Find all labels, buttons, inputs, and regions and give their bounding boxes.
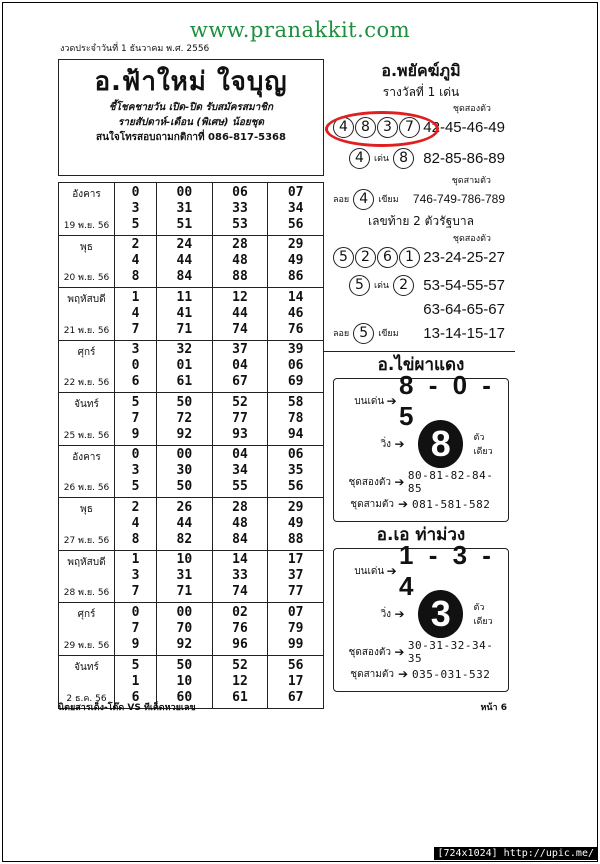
number-cell: 2 <box>131 237 140 253</box>
number-cell: 29 <box>287 237 304 253</box>
number-cell: 94 <box>287 426 304 442</box>
number-cell: 6 <box>131 689 140 705</box>
number-cell: 06 <box>287 447 304 463</box>
number-column <box>115 236 157 288</box>
number-column <box>213 551 269 603</box>
number-column <box>115 393 157 445</box>
day-name: จันทร์ <box>74 661 99 673</box>
section-title-p1: อ.พยัคฆ์ภูมิ <box>381 61 461 80</box>
circled-digits-b <box>333 247 420 268</box>
number-cell: 49 <box>287 515 304 531</box>
day-cell <box>59 498 115 550</box>
number-cell: 28 <box>232 237 248 253</box>
arrow-right-icon: ➔ <box>397 667 409 681</box>
circle-digit: 5 <box>349 275 370 296</box>
number-cell: 52 <box>232 657 248 673</box>
number-cell: 60 <box>176 689 193 705</box>
three-set: 035-031-532 <box>412 667 491 681</box>
number-cell: 14 <box>232 552 248 568</box>
day-date: 27 พ.ย. 56 <box>63 535 110 546</box>
circle-digit: 5 <box>333 247 354 268</box>
circle-digit: 6 <box>377 247 398 268</box>
footer-left: นิตยสารเด็ง-โต๊ด VS ทีเด็ดหวยเลข <box>58 703 196 713</box>
number-cell: 1 <box>131 289 140 305</box>
set-a: 42-45-46-49 <box>423 118 505 136</box>
number-column <box>213 288 269 340</box>
float-label: ลอย <box>333 329 350 339</box>
number-column <box>157 498 213 550</box>
number-cell: 33 <box>232 200 248 216</box>
day-block <box>59 603 323 656</box>
number-cell: 34 <box>232 463 248 479</box>
number-cell: 3 <box>131 568 140 584</box>
number-column <box>157 183 213 235</box>
day-name: พุธ <box>80 504 93 515</box>
red-highlight-oval <box>325 111 439 147</box>
arrow-right-icon: ➔ <box>394 607 405 621</box>
three-label: ชุดสามตัว <box>350 498 394 510</box>
two-label: ชุดสองตัว <box>348 476 391 488</box>
number-column <box>157 603 213 655</box>
row-float-a <box>333 187 509 211</box>
row-circled-b <box>333 245 509 269</box>
section-title-p2: อ.ไข่ผาแดง <box>377 355 465 375</box>
day-name: จันทร์ <box>74 399 99 410</box>
day-cell <box>59 236 115 288</box>
number-column <box>115 551 157 603</box>
number-cell: 77 <box>232 410 248 426</box>
circle-digit: 5 <box>353 323 374 344</box>
number-cell: 5 <box>131 394 140 410</box>
number-cell: 51 <box>176 216 193 232</box>
day-cell <box>59 288 115 340</box>
number-column <box>268 498 323 550</box>
top-label: บนเด่น <box>354 395 385 407</box>
number-cell: 7 <box>131 584 140 600</box>
number-column <box>115 341 157 393</box>
number-cell: 50 <box>176 657 193 673</box>
arrow-right-icon: ➔ <box>397 497 409 511</box>
number-column <box>268 393 323 445</box>
day-block <box>59 393 323 446</box>
left-column <box>58 59 324 709</box>
number-cell: 10 <box>176 673 193 689</box>
day-cell <box>59 446 115 498</box>
prediction-box-p2 <box>333 370 509 522</box>
number-cell: 06 <box>287 358 304 374</box>
day-block <box>59 446 323 499</box>
row-main-digits <box>333 115 509 139</box>
number-column <box>268 341 323 393</box>
pair-label: เด่น <box>374 281 390 291</box>
number-cell: 3 <box>131 200 140 216</box>
number-cell: 8 <box>131 531 140 547</box>
day-block <box>59 551 323 604</box>
number-cell: 46 <box>287 305 304 321</box>
number-cell: 07 <box>287 604 304 620</box>
arrow-right-icon: ➔ <box>394 437 405 451</box>
header-line-2: รายสัปดาห์-เดือน (พิเศษ) น้อยชุด <box>118 117 264 128</box>
header-line-1: ชี้โชคชายวัน เปิด-ปิด รับสมัครสมาชิก <box>108 102 274 113</box>
number-cell: 77 <box>287 584 304 600</box>
day-date: 25 พ.ย. 56 <box>63 430 110 441</box>
circle-digit: 8 <box>355 117 376 138</box>
number-cell: 88 <box>232 269 248 285</box>
arrow-right-icon: ➔ <box>394 645 405 659</box>
number-column <box>268 446 323 498</box>
single-label: ตัวเดียว <box>473 603 493 627</box>
number-cell: 44 <box>176 515 193 531</box>
caption-two-set-b: ชุดสองตัว <box>452 234 491 244</box>
number-cell: 41 <box>176 305 193 321</box>
number-cell: 78 <box>287 410 304 426</box>
number-cell: 3 <box>131 463 140 479</box>
number-cell: 0 <box>131 184 140 200</box>
number-column <box>268 603 323 655</box>
day-cell <box>59 341 115 393</box>
number-cell: 52 <box>232 394 248 410</box>
day-cell <box>59 551 115 603</box>
circle-digit: 4 <box>333 117 354 138</box>
day-name: อังคาร <box>72 451 101 463</box>
number-cell: 5 <box>131 479 140 495</box>
arrow-right-icon: ➔ <box>386 394 397 408</box>
run-digit-badge: 3 <box>418 590 463 638</box>
arrow-right-icon: ➔ <box>394 475 405 489</box>
number-cell: 49 <box>287 253 304 269</box>
right-column <box>333 59 509 692</box>
circle-digit: 8 <box>393 148 414 169</box>
two-label: ชุดสองตัว <box>348 646 391 658</box>
number-cell: 50 <box>176 479 193 495</box>
number-column <box>268 183 323 235</box>
single-label: ตัวเดียว <box>473 433 493 457</box>
number-cell: 3 <box>131 342 140 358</box>
number-cell: 7 <box>131 321 140 337</box>
govt-line: เลขท้าย 2 ตัวรัฐบาล <box>368 214 474 228</box>
number-cell: 9 <box>131 636 140 652</box>
number-cell: 79 <box>287 620 304 636</box>
number-cell: 1 <box>131 552 140 568</box>
number-cell: 01 <box>176 358 193 374</box>
number-cell: 44 <box>232 305 248 321</box>
circle-digit: 7 <box>399 117 420 138</box>
day-block <box>59 341 323 394</box>
float-suffix: เขียม <box>378 329 399 339</box>
number-column <box>213 603 269 655</box>
number-cell: 17 <box>287 673 304 689</box>
number-cell: 28 <box>232 499 248 515</box>
number-cell: 44 <box>176 253 193 269</box>
number-cell: 0 <box>131 447 140 463</box>
number-cell: 31 <box>176 200 193 216</box>
number-cell: 7 <box>131 620 140 636</box>
number-cell: 14 <box>287 289 304 305</box>
row-pair-b <box>333 271 509 299</box>
number-cell: 61 <box>176 374 193 390</box>
number-column <box>268 551 323 603</box>
day-date: 29 พ.ย. 56 <box>63 640 110 651</box>
number-cell: 76 <box>287 321 304 337</box>
number-cell: 76 <box>232 620 248 636</box>
set-g: 13-14-15-17 <box>423 324 505 342</box>
number-cell: 99 <box>287 636 304 652</box>
number-cell: 1 <box>131 673 140 689</box>
number-cell: 24 <box>176 237 193 253</box>
number-column <box>115 498 157 550</box>
brand-header <box>58 59 324 176</box>
day-date: 26 พ.ย. 56 <box>63 483 110 493</box>
number-column <box>157 341 213 393</box>
number-cell: 00 <box>176 604 193 620</box>
number-cell: 2 <box>131 499 140 515</box>
number-cell: 56 <box>287 657 304 673</box>
number-cell: 4 <box>131 253 140 269</box>
header-line-3: สนใจโทรสอบถามกติกาที่ 086-817-5368 <box>96 132 286 143</box>
number-column <box>213 446 269 498</box>
number-cell: 48 <box>232 253 248 269</box>
site-url: www.pranakkit.com <box>189 18 411 42</box>
number-cell: 5 <box>131 216 140 232</box>
number-column <box>115 183 157 235</box>
number-column <box>157 446 213 498</box>
circle-digit: 3 <box>377 117 398 138</box>
watermark-link[interactable]: [724x1024] http://upic.me/ <box>434 847 597 860</box>
number-cell: 39 <box>287 342 304 358</box>
float-label: ลอย <box>333 195 350 205</box>
set-c: 746-749-786-789 <box>412 192 505 206</box>
number-cell: 0 <box>131 604 140 620</box>
number-cell: 82 <box>176 531 193 547</box>
number-column <box>157 551 213 603</box>
number-cell: 07 <box>287 184 304 200</box>
number-cell: 50 <box>176 394 193 410</box>
number-cell: 31 <box>176 568 193 584</box>
day-cell <box>59 393 115 445</box>
number-cell: 84 <box>176 269 193 285</box>
number-cell: 6 <box>131 374 140 390</box>
day-date: 28 พ.ย. 56 <box>63 588 110 598</box>
number-cell: 67 <box>232 374 248 390</box>
day-name: อังคาร <box>72 189 101 200</box>
circled-digits-a <box>333 117 420 138</box>
number-cell: 34 <box>287 200 304 216</box>
number-cell: 37 <box>287 568 304 584</box>
number-cell: 92 <box>176 426 193 442</box>
day-block <box>59 236 323 289</box>
number-column <box>213 498 269 550</box>
set-e: 53-54-55-57 <box>423 276 505 294</box>
number-cell: 72 <box>176 410 193 426</box>
number-cell: 17 <box>287 552 304 568</box>
number-cell: 69 <box>287 374 304 390</box>
number-column <box>157 288 213 340</box>
number-cell: 56 <box>287 216 304 232</box>
number-cell: 48 <box>232 515 248 531</box>
number-column <box>213 656 269 709</box>
two-set: 30-31-32-34-35 <box>407 639 494 665</box>
number-cell: 33 <box>232 568 248 584</box>
number-column <box>115 288 157 340</box>
three-set: 081-581-582 <box>412 497 491 511</box>
number-column <box>268 656 323 709</box>
number-cell: 11 <box>176 289 193 305</box>
number-cell: 67 <box>287 689 304 705</box>
number-cell: 86 <box>287 269 304 285</box>
number-column <box>157 393 213 445</box>
number-cell: 58 <box>287 394 304 410</box>
day-name: พฤหัสบดี <box>67 294 106 305</box>
number-cell: 92 <box>176 636 193 652</box>
number-cell: 96 <box>232 636 248 652</box>
number-cell: 93 <box>232 426 248 442</box>
number-cell: 35 <box>287 463 304 479</box>
circle-digit: 4 <box>353 189 374 210</box>
number-cell: 71 <box>176 321 193 337</box>
schedule-table <box>58 182 324 709</box>
number-column <box>115 446 157 498</box>
number-cell: 71 <box>176 584 193 600</box>
number-cell: 55 <box>232 479 248 495</box>
number-cell: 0 <box>131 358 140 374</box>
number-cell: 37 <box>232 342 248 358</box>
number-column <box>213 183 269 235</box>
number-cell: 74 <box>232 321 248 337</box>
set-f: 63-64-65-67 <box>423 301 505 318</box>
day-date: 20 พ.ย. 56 <box>63 273 110 283</box>
number-cell: 7 <box>131 410 140 426</box>
number-cell: 00 <box>176 447 193 463</box>
three-label: ชุดสามตัว <box>350 668 394 680</box>
issue-date: งวดประจำวันที่ 1 ธันวาคม พ.ศ. 2556 <box>60 44 210 54</box>
top-digits: 1 - 3 - 4 <box>399 540 495 601</box>
day-date: 22 พ.ย. 56 <box>63 378 110 388</box>
number-cell: 56 <box>287 479 304 495</box>
arrow-right-icon: ➔ <box>386 564 397 578</box>
number-cell: 04 <box>232 358 248 374</box>
number-column <box>268 288 323 340</box>
day-block <box>59 288 323 341</box>
number-cell: 53 <box>232 216 248 232</box>
set-b: 82-85-86-89 <box>423 149 505 167</box>
day-cell <box>59 603 115 655</box>
caption-three-set: ชุดสามตัว <box>451 176 491 186</box>
circle-digit: 4 <box>349 148 370 169</box>
number-cell: 4 <box>131 515 140 531</box>
number-column <box>115 603 157 655</box>
row-pair-a <box>333 143 509 173</box>
prediction-box-p3 <box>333 540 509 692</box>
circle-digit: 2 <box>393 275 414 296</box>
number-cell: 5 <box>131 657 140 673</box>
top-label: บนเด่น <box>354 565 385 577</box>
day-date: 2 ธ.ค. 56 <box>66 694 107 704</box>
number-cell: 30 <box>176 463 193 479</box>
day-name: พุธ <box>80 241 93 253</box>
number-cell: 32 <box>176 342 193 358</box>
number-cell: 02 <box>232 604 248 620</box>
number-cell: 4 <box>131 305 140 321</box>
two-set: 80-81-82-84-85 <box>407 469 494 495</box>
run-label: วิ่ง <box>380 438 392 450</box>
caption-two-set: ชุดสองตัว <box>452 104 491 114</box>
number-cell: 29 <box>287 499 304 515</box>
number-cell: 8 <box>131 269 140 285</box>
number-cell: 74 <box>232 584 248 600</box>
run-label: วิ่ง <box>380 608 392 620</box>
number-cell: 12 <box>232 289 248 305</box>
number-cell: 04 <box>232 447 248 463</box>
number-cell: 84 <box>232 531 248 547</box>
number-cell: 12 <box>232 673 248 689</box>
run-digit-badge: 8 <box>418 420 463 468</box>
number-column <box>213 236 269 288</box>
day-cell <box>59 183 115 235</box>
set-d: 23-24-25-27 <box>423 248 505 266</box>
day-block <box>59 498 323 551</box>
page-number: หน้า 6 <box>480 703 507 713</box>
number-cell: 10 <box>176 552 193 568</box>
day-name: พฤหัสบดี <box>67 556 106 568</box>
day-date: 19 พ.ย. 56 <box>63 220 110 231</box>
circle-digit: 1 <box>399 247 420 268</box>
number-cell: 00 <box>176 184 193 200</box>
number-cell: 26 <box>176 499 193 515</box>
brand-title: อ.ฟ้าใหม่ ใจบุญ <box>94 67 288 97</box>
prize-label: รางวัลที่ 1 เด่น <box>382 85 460 99</box>
number-column <box>157 236 213 288</box>
day-name: ศุกร์ <box>77 346 96 358</box>
number-cell: 06 <box>232 184 248 200</box>
day-name: ศุกร์ <box>77 609 96 620</box>
number-column <box>268 236 323 288</box>
number-column <box>213 393 269 445</box>
number-cell: 70 <box>176 620 193 636</box>
day-date: 21 พ.ย. 56 <box>63 325 110 336</box>
float-suffix: เขียม <box>378 195 399 205</box>
circle-digit: 2 <box>355 247 376 268</box>
top-digits: 8 - 0 - 5 <box>399 370 495 431</box>
day-block <box>59 183 323 236</box>
number-column <box>213 341 269 393</box>
pair-label: เด่น <box>374 154 390 164</box>
section-title-p3: อ.เอ ท่าม่วง <box>376 525 466 545</box>
number-cell: 61 <box>232 689 248 705</box>
number-cell: 88 <box>287 531 304 547</box>
magazine-page <box>48 54 511 714</box>
number-cell: 9 <box>131 426 140 442</box>
row-float-b <box>333 321 509 345</box>
